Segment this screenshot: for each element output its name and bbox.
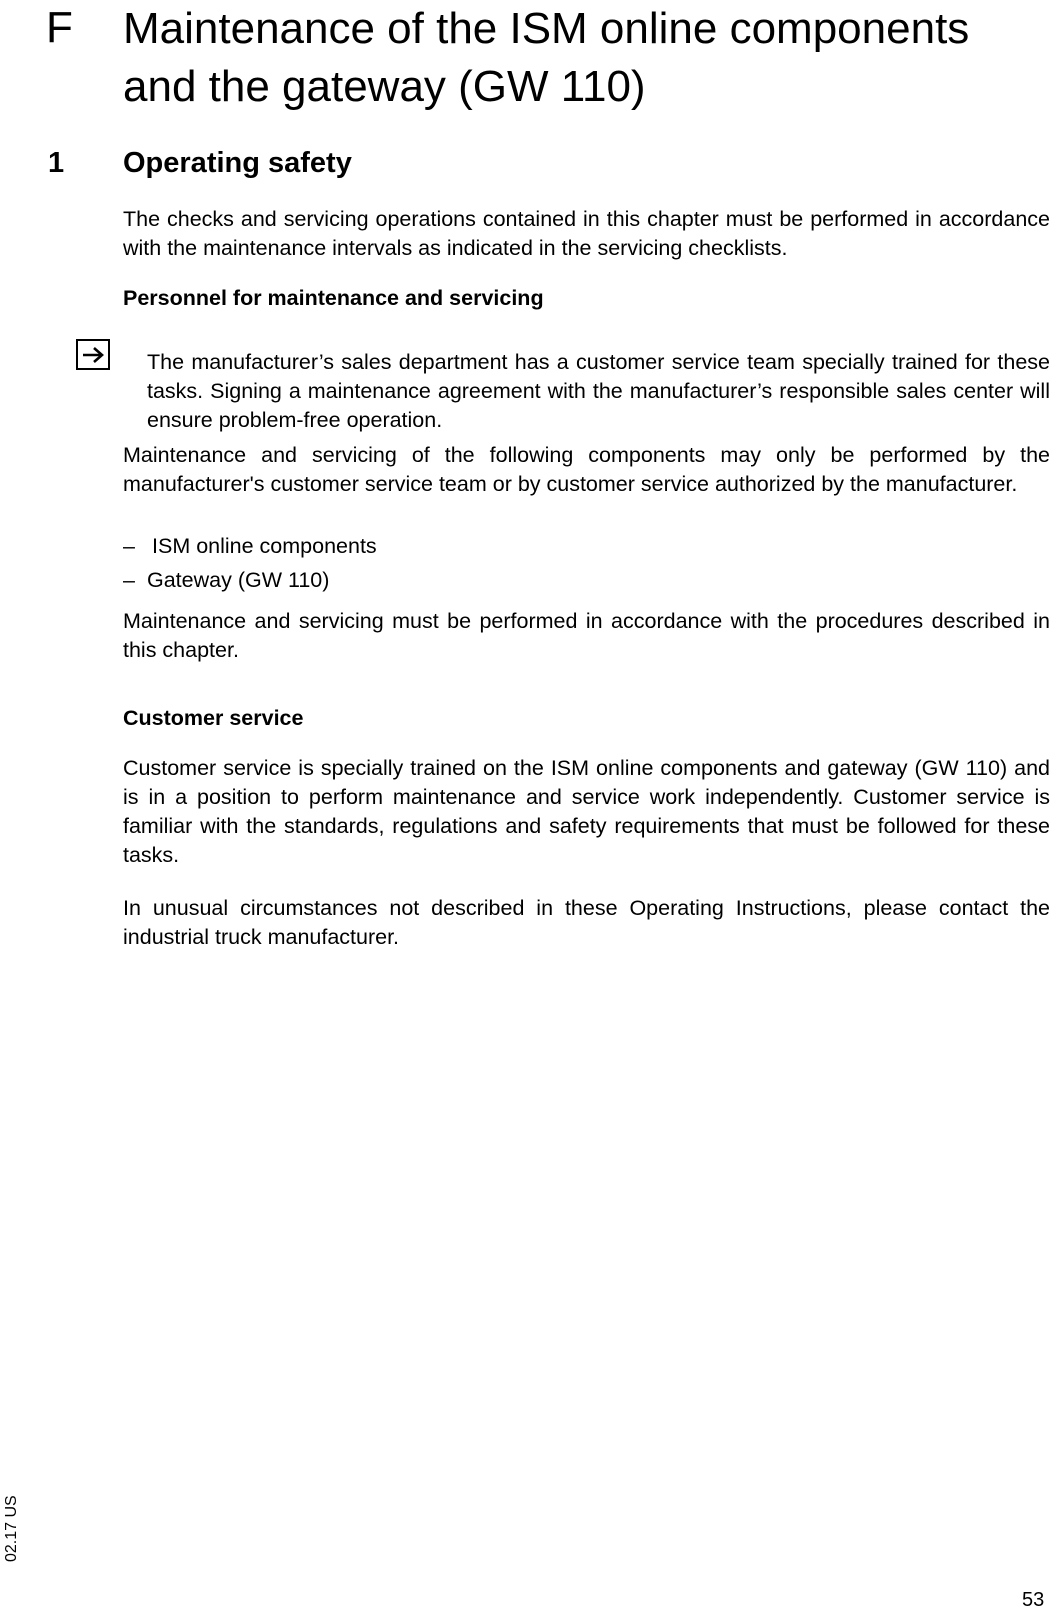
arrow-right-icon [76,339,110,370]
page-number: 53 [1022,1589,1045,1611]
customer-service-paragraph: Customer service is specially trained on the ISM online components and gateway (GW 110) and is in a position to perform maintenance and service work independently. Customer service is familiar with the standards, regulations and safety requirements that must be followed for these tasks. [123,756,1050,867]
footer-date-code: 02.17 US [3,1495,20,1562]
note-text: The manufacturer’s sales department has a customer service team specially trained for these tasks. Signing a maintenance agreement with the manufacturer’s responsible sales center will ensure problem-free operation. [147,350,1050,432]
list-item [123,532,377,561]
personnel-heading: Personnel for maintenance and servicing [123,286,544,310]
procedures-paragraph: Maintenance and servicing must be performed in accordance with the procedures described in this chapter. [123,609,1050,662]
intro-paragraph: The checks and servicing operations contained in this chapter must be performed in accordance with the maintenance intervals as indicated in the servicing checklists. [123,207,1050,260]
maintenance-paragraph: Maintenance and servicing of the following components may only be performed by the manufacturer's customer service team or by customer service authorized by the manufacturer. [123,443,1050,496]
list-item-text: ISM online components [152,534,377,558]
list-dash: – [123,534,135,558]
chapter-title: Maintenance of the ISM online components and the gateway (GW 110) [123,4,970,111]
list-item-text: Gateway (GW 110) [147,568,330,592]
list-dash: – [123,568,135,592]
section-number: 1 [48,147,65,179]
section-title: Operating safety [123,147,352,179]
chapter-letter: F [46,3,73,52]
list-item [123,566,329,595]
unusual-circumstances-paragraph: In unusual circumstances not described in these Operating Instructions, please contact the industrial truck manufacturer. [123,896,1050,949]
customer-service-heading: Customer service [123,706,304,730]
